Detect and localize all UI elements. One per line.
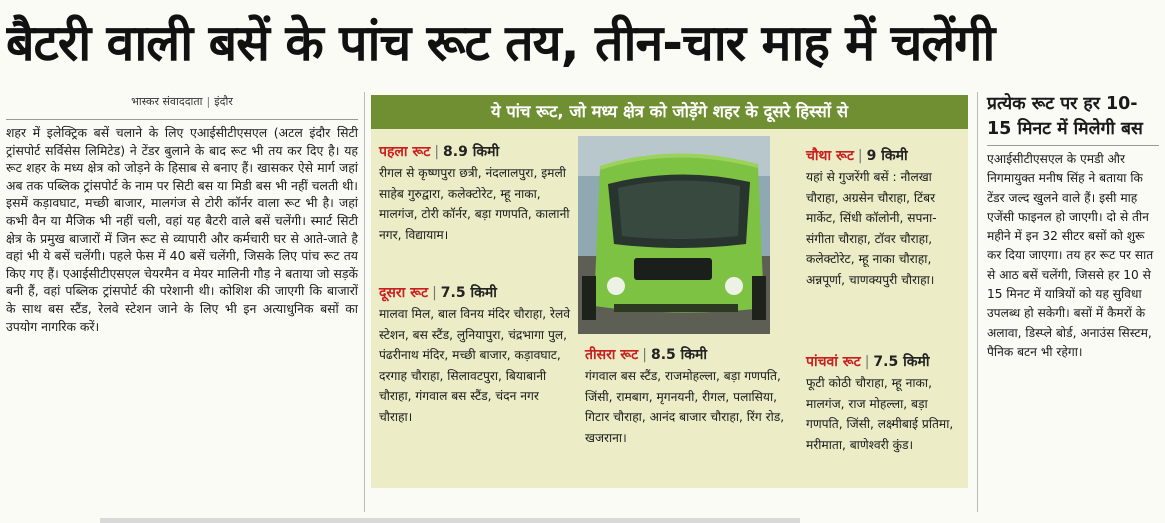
byline-city: इंदौर xyxy=(214,95,233,108)
route-distance: 8.5 किमी xyxy=(650,347,708,363)
route-distance: 7.5 किमी xyxy=(873,354,930,370)
route-distance: 7.5 किमी xyxy=(440,285,497,301)
byline-reporter: भास्कर संवाददाता xyxy=(131,95,203,108)
route-distance: 8.9 किमी xyxy=(443,144,500,160)
sidebar-title: प्रत्येक रूट पर हर 10-15 मिनट में मिलेगी बस xyxy=(987,92,1159,146)
route-title: पहला रूट | 8.9 किमी xyxy=(379,144,500,160)
column-divider xyxy=(364,92,365,512)
route-title: दूसरा रूट | 7.5 किमी xyxy=(379,285,497,301)
route-name: पांचवां रूट xyxy=(806,354,861,370)
route-title: तीसरा रूट | 8.5 किमी xyxy=(585,347,708,363)
route-stops: मालवा मिल, बाल विनय मंदिर चौराहा, रेलवे स्टेशन, बस स्टैंड, लुनियापुरा, चंद्रभागा पुल, पंढरीनाथ मंदिर, मच्छी बाजार, कड़ावघाट, दरगाह चौराहा, सिलावटपुरा, बियाबानी चौराहा, गंगवाल बस स्टैंड, चंदन नगर चौराहा। xyxy=(379,307,571,424)
route-name: तीसरा रूट xyxy=(585,347,639,363)
route-3 xyxy=(585,344,785,448)
headline: बैटरी वाली बसें के पांच रूट तय, तीन-चार माह में चलेंगी xyxy=(6,14,995,72)
infobox-header: ये पांच रूट, जो मध्य क्षेत्र को जोड़ेंगे शहर के दूसरे हिस्सों से xyxy=(371,95,968,129)
article-body: शहर में इलेक्ट्रिक बसें चलाने के लिए एआईसीटीएसएल (अटल इंदौर सिटी ट्रांसपोर्ट सर्विसेस लिमिटेड) ने टेंडर बुलाने के बाद रूट भी तय कर दिए है। यह रूट शहर के मध्य क्षेत्र को जोड़ने के हिसाब से बनाए हैं। खासकर ऐसे मार्ग जहां अब तक पब्लिक ट्रांसपोर्ट के नाम पर सिटी बस या मिडी बस भी नहीं चलती थी। इसमें कड़ावघाट, मच्छी बाजार, मालगंज से टोरी कॉर्नर वाला रूट भी है। जहां कभी वैन या मैजिक भी नहीं चली, वहां यह बैटरी वाले बसें चलेंगी। स्मार्ट सिटी क्षेत्र के प्रमुख बाजारों में जिन रूट से व्यापारी और कर्मचारी घर से आते-जाते है वहां भी ये बसें चलेंगी। पहले फेस में 40 बसें चलेंगी, जिसके लिए पांच रूट तय किए गए हैं। एआईसीटीएसएल चेयरमैन व मेयर मालिनी गौड़ ने बताया जो सड़कें बनी हैं, वहां पब्लिक ट्रांसपोर्ट की परेशानी थी। कोशिश की जाएगी कि बाजारों के साथ बस स्टैंड, रेलवे स्टेशन जाने के लिए भी इन अत्याधुनिक बसों का उपयोग नागरिक करें। xyxy=(6,125,358,334)
route-5 xyxy=(806,351,962,455)
column-divider xyxy=(977,92,978,512)
route-name: दूसरा रूट xyxy=(379,285,429,301)
sidebar-body: एआईसीटीएसएल के एमडी और निगमायुक्त मनीष सिंह ने बताया कि टेंडर जल्द खुलने वाले हैं। इसी माह एजेंसी फाइनल हो जाएगी। दो से तीन महीने में इन 32 सीटर बसों को शुरू कर दिया जाएगा। तय हर रूट पर सात से आठ बसें चलेंगी, जिससे हर 10 से 15 मिनट में यात्रियों को यह सुविधा उपलब्ध हो सकेगी। बसों में कैमरों के अलावा, डिस्प्ले बोर्ड, अनाउंस सिस्टम, पैनिक बटन भी रहेगा। xyxy=(987,152,1154,359)
route-title: चौथा रूट | 9 किमी xyxy=(806,148,908,164)
route-title: पांचवां रूट | 7.5 किमी xyxy=(806,354,930,370)
routes-infobox xyxy=(371,95,968,488)
byline: भास्कर संवाददाता | इंदौर xyxy=(6,94,358,120)
right-column xyxy=(987,92,1159,516)
route-1 xyxy=(379,141,571,245)
route-2 xyxy=(379,282,571,428)
bottom-strip xyxy=(100,518,800,523)
route-stops: फूटी कोठी चौराहा, म्हू नाका, मालगंज, राज मोहल्ला, बड़ा गणपति, जिंसी, लक्ष्मीबाई प्रतिमा, मरीमाता, बाणेश्वरी कुंड। xyxy=(806,376,954,452)
bus-illustration xyxy=(578,136,770,334)
route-name: पहला रूट xyxy=(379,144,431,160)
route-4 xyxy=(806,145,962,291)
route-distance: 9 किमी xyxy=(866,148,908,164)
left-column xyxy=(6,92,358,516)
route-stops: गंगवाल बस स्टैंड, राजमोहल्ला, बड़ा गणपति, जिंसी, रामबाग, मृगनयनी, रीगल, पलासिया, गिटार चौराहा, आनंद बाजार चौराहा, रिंग रोड, खजराना। xyxy=(585,369,785,445)
bus-photo xyxy=(578,136,770,334)
route-stops: यहां से गुजरेंगी बसें : नौलखा चौराहा, अग्रसेन चौराहा, टिंबर मार्केट, सिंधी कॉलोनी, सपना-संगीता चौराहा, टॉवर चौराहा, कलेक्टोरेट, म्हू नाका चौराहा, अन्नपूर्णा, चाणक्यपुरी चौराहा। xyxy=(806,170,937,287)
route-stops: रीगल से कृष्णपुरा छत्री, नंदलालपुरा, इमली साहेब गुरुद्वारा, कलेक्टोरेट, म्हू नाका, मालगंज, टोरी कॉर्नर, बड़ा गणपति, कालानी नगर, विद्यायाम। xyxy=(379,166,570,242)
route-name: चौथा रूट xyxy=(806,148,854,164)
